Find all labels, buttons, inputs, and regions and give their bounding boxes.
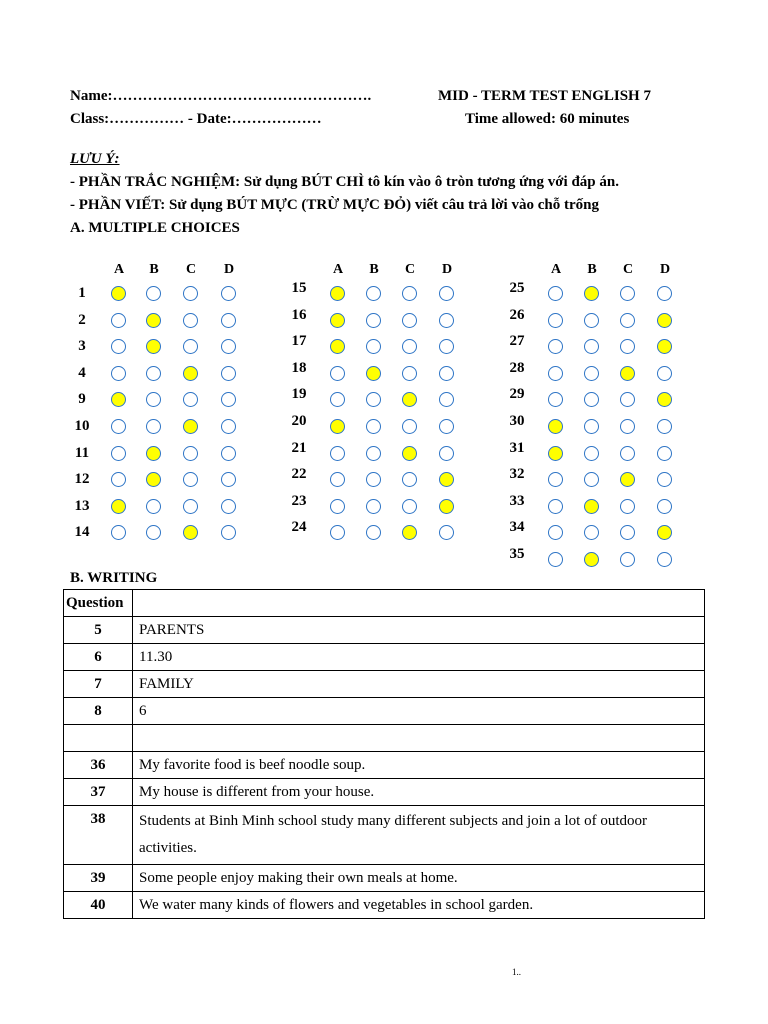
answer-bubble-q34-c[interactable]: [620, 525, 635, 540]
answer-bubble-q32-b[interactable]: [584, 472, 599, 487]
answer-bubble-q30-d[interactable]: [657, 419, 672, 434]
answer-bubble-q9-a[interactable]: [111, 392, 126, 407]
question-number: 19: [291, 386, 307, 403]
answer-bubble-q13-d[interactable]: [221, 499, 236, 514]
answer-cell[interactable]: My favorite food is beef noodle soup.: [133, 752, 705, 779]
answer-cell[interactable]: 11.30: [133, 644, 705, 671]
question-number: 12: [74, 471, 90, 488]
question-number: 30: [509, 413, 525, 429]
answer-bubble-q4-c[interactable]: [183, 366, 198, 381]
answer-bubble-q16-b[interactable]: [366, 313, 381, 328]
answer-bubble-q29-c[interactable]: [620, 392, 635, 407]
answer-bubble-q34-d[interactable]: [657, 525, 672, 540]
answer-bubble-q29-b[interactable]: [584, 392, 599, 407]
answer-bubble-q31-b[interactable]: [584, 446, 599, 461]
question-number: 2: [78, 311, 86, 328]
table-row: [64, 617, 705, 644]
section-a-title: A. MULTIPLE CHOICES: [70, 220, 240, 236]
answer-bubble-q23-c[interactable]: [402, 499, 417, 514]
answer-bubble-q26-c[interactable]: [620, 313, 635, 328]
answer-bubble-q35-d[interactable]: [657, 552, 672, 567]
answer-bubble-q4-b[interactable]: [146, 366, 161, 381]
option-header-c: C: [622, 262, 634, 277]
answer-bubble-q19-d[interactable]: [439, 392, 454, 407]
answer-bubble-q18-b[interactable]: [366, 366, 381, 381]
option-header-a: A: [113, 262, 125, 277]
answer-bubble-q21-a[interactable]: [330, 446, 345, 461]
answer-bubble-q15-b[interactable]: [366, 286, 381, 301]
option-header-d: D: [659, 262, 671, 277]
table-row: [64, 752, 705, 779]
table-row: [64, 725, 705, 752]
answer-bubble-q18-d[interactable]: [439, 366, 454, 381]
option-header-a: A: [550, 262, 562, 277]
answer-cell[interactable]: FAMILY: [133, 671, 705, 698]
time-allowed: Time allowed: 60 minutes: [465, 111, 630, 127]
question-number: 18: [291, 359, 307, 376]
answer-bubble-q20-d[interactable]: [439, 419, 454, 434]
table-row: [64, 806, 705, 865]
answer-bubble-q2-d[interactable]: [221, 313, 236, 328]
answer-bubble-q35-a[interactable]: [548, 552, 563, 567]
question-number: 22: [291, 466, 307, 483]
table-row: [64, 779, 705, 806]
question-cell: 5: [64, 617, 133, 644]
answer-bubble-q26-b[interactable]: [584, 313, 599, 328]
table-row: [64, 698, 705, 725]
table-row: [64, 644, 705, 671]
answer-bubble-q30-c[interactable]: [620, 419, 635, 434]
answer-bubble-q22-b[interactable]: [366, 472, 381, 487]
question-number: 17: [291, 333, 307, 350]
name-field-label: Name:…………………………………………….: [70, 88, 372, 104]
answer-bubble-q2-c[interactable]: [183, 313, 198, 328]
answer-bubble-q1-a[interactable]: [111, 286, 126, 301]
question-number: 10: [74, 418, 90, 434]
answer-bubble-q10-c[interactable]: [183, 419, 198, 434]
answer-bubble-q14-c[interactable]: [183, 525, 198, 540]
option-header-a: A: [332, 262, 344, 277]
question-number: 26: [509, 306, 525, 323]
notes-heading: LƯU Ý:: [70, 151, 120, 167]
answer-bubble-q17-d[interactable]: [439, 339, 454, 354]
table-row: [64, 671, 705, 698]
question-cell: 7: [64, 671, 133, 698]
answer-bubble-q27-c[interactable]: [620, 339, 635, 354]
answer-bubble-q11-d[interactable]: [221, 446, 236, 461]
answer-bubble-q12-a[interactable]: [111, 472, 126, 487]
question-number: 1: [78, 285, 86, 301]
question-cell: 38: [64, 806, 133, 865]
answer-bubble-q14-b[interactable]: [146, 525, 161, 540]
answer-bubble-q13-b[interactable]: [146, 499, 161, 514]
answer-bubble-q21-b[interactable]: [366, 446, 381, 461]
answer-bubble-q16-c[interactable]: [402, 313, 417, 328]
answer-cell[interactable]: Students at Binh Minh school study many different subjects and join a lot of outdoor activities.: [133, 806, 705, 865]
answer-bubble-q19-b[interactable]: [366, 392, 381, 407]
answer-bubble-q26-d[interactable]: [657, 313, 672, 328]
table-row: [64, 865, 705, 892]
answer-bubble-q32-c[interactable]: [620, 472, 635, 487]
question-number: 32: [509, 466, 525, 483]
question-number: 24: [291, 519, 307, 536]
option-header-b: B: [369, 262, 379, 277]
answer-bubble-q18-a[interactable]: [330, 366, 345, 381]
answer-bubble-q3-a[interactable]: [111, 339, 126, 354]
question-number: 25: [509, 280, 525, 296]
answer-bubble-q9-d[interactable]: [221, 392, 236, 407]
question-cell: 40: [64, 892, 133, 919]
answer-bubble-q14-d[interactable]: [221, 525, 236, 540]
question-number: 31: [509, 439, 525, 456]
table-header-row: [64, 590, 705, 617]
option-header-c: C: [404, 262, 416, 277]
answer-column-header: [133, 590, 705, 617]
question-number: 23: [291, 492, 307, 509]
answer-bubble-q23-d[interactable]: [439, 499, 454, 514]
answer-bubble-q4-a[interactable]: [111, 366, 126, 381]
answer-bubble-q35-b[interactable]: [584, 552, 599, 567]
answer-bubble-q15-d[interactable]: [439, 286, 454, 301]
answer-bubble-q1-c[interactable]: [183, 286, 198, 301]
answer-bubble-q31-c[interactable]: [620, 446, 635, 461]
answer-bubble-q31-a[interactable]: [548, 446, 563, 461]
answer-bubble-q32-d[interactable]: [657, 472, 672, 487]
answer-bubble-q24-d[interactable]: [439, 525, 454, 540]
question-number: 13: [74, 497, 90, 514]
answer-bubble-q16-d[interactable]: [439, 313, 454, 328]
answer-bubble-q21-d[interactable]: [439, 446, 454, 461]
answer-bubble-q28-b[interactable]: [584, 366, 599, 381]
answer-bubble-q33-d[interactable]: [657, 499, 672, 514]
answer-cell[interactable]: 6: [133, 698, 705, 725]
answer-bubble-q29-a[interactable]: [548, 392, 563, 407]
answer-bubble-q24-b[interactable]: [366, 525, 381, 540]
question-number: 3: [78, 338, 86, 355]
question-cell: 39: [64, 865, 133, 892]
answer-bubble-q18-c[interactable]: [402, 366, 417, 381]
question-number: 4: [78, 364, 86, 381]
option-header-b: B: [587, 262, 597, 277]
answer-cell[interactable]: PARENTS: [133, 617, 705, 644]
answer-bubble-q20-b[interactable]: [366, 419, 381, 434]
answer-bubble-q21-c[interactable]: [402, 446, 417, 461]
answer-bubble-q15-a[interactable]: [330, 286, 345, 301]
answer-bubble-q10-b[interactable]: [146, 419, 161, 434]
answer-bubble-q29-d[interactable]: [657, 392, 672, 407]
answer-bubble-q17-c[interactable]: [402, 339, 417, 354]
answer-bubble-q25-b[interactable]: [584, 286, 599, 301]
answer-bubble-q10-a[interactable]: [111, 419, 126, 434]
option-header-b: B: [149, 262, 159, 277]
answer-bubble-q22-a[interactable]: [330, 472, 345, 487]
answer-bubble-q3-b[interactable]: [146, 339, 161, 354]
question-number: 15: [291, 280, 307, 296]
answer-bubble-q17-a[interactable]: [330, 339, 345, 354]
answer-bubble-q33-a[interactable]: [548, 499, 563, 514]
answer-bubble-q23-a[interactable]: [330, 499, 345, 514]
answer-bubble-q35-c[interactable]: [620, 552, 635, 567]
answer-bubble-q1-d[interactable]: [221, 286, 236, 301]
answer-bubble-q2-a[interactable]: [111, 313, 126, 328]
answer-bubble-q16-a[interactable]: [330, 313, 345, 328]
answer-bubble-q30-a[interactable]: [548, 419, 563, 434]
answer-bubble-q34-a[interactable]: [548, 525, 563, 540]
question-number: 27: [509, 333, 525, 350]
answer-bubble-q20-c[interactable]: [402, 419, 417, 434]
answer-bubble-q25-d[interactable]: [657, 286, 672, 301]
answer-bubble-q2-b[interactable]: [146, 313, 161, 328]
answer-bubble-q19-c[interactable]: [402, 392, 417, 407]
answer-bubble-q33-b[interactable]: [584, 499, 599, 514]
answer-bubble-q3-d[interactable]: [221, 339, 236, 354]
answer-cell[interactable]: We water many kinds of flowers and vegetables in school garden.: [133, 892, 705, 919]
page-number: 1..: [512, 967, 521, 977]
option-header-c: C: [185, 262, 197, 277]
notes-line-multiple-choice: - PHẦN TRẮC NGHIỆM: Sử dụng BÚT CHÌ tô kín vào ô tròn tương ứng với đáp án.: [70, 174, 619, 190]
question-number: 28: [509, 359, 525, 376]
answer-bubble-q11-b[interactable]: [146, 446, 161, 461]
answer-bubble-q12-d[interactable]: [221, 472, 236, 487]
answer-bubble-q30-b[interactable]: [584, 419, 599, 434]
question-cell: 37: [64, 779, 133, 806]
answer-bubble-q34-b[interactable]: [584, 525, 599, 540]
question-number: 20: [291, 413, 307, 429]
notes-line-writing: - PHẦN VIẾT: Sử dụng BÚT MỰC (TRỪ MỰC ĐỎ) viết câu trả lời vào chỗ trống: [70, 197, 599, 213]
answer-bubble-q3-c[interactable]: [183, 339, 198, 354]
question-number: 16: [291, 306, 307, 323]
writing-answer-table: [63, 589, 705, 919]
answer-bubble-q14-a[interactable]: [111, 525, 126, 540]
answer-bubble-q24-a[interactable]: [330, 525, 345, 540]
answer-bubble-q17-b[interactable]: [366, 339, 381, 354]
answer-bubble-q12-c[interactable]: [183, 472, 198, 487]
answer-cell[interactable]: Some people enjoy making their own meals at home.: [133, 865, 705, 892]
question-number: 11: [74, 444, 90, 461]
answer-bubble-q25-c[interactable]: [620, 286, 635, 301]
question-cell: 36: [64, 752, 133, 779]
answer-bubble-q13-a[interactable]: [111, 499, 126, 514]
answer-bubble-q9-c[interactable]: [183, 392, 198, 407]
answer-bubble-q1-b[interactable]: [146, 286, 161, 301]
answer-bubble-q28-d[interactable]: [657, 366, 672, 381]
question-column-header: Question: [64, 590, 133, 617]
option-header-d: D: [441, 262, 453, 277]
answer-cell[interactable]: My house is different from your house.: [133, 779, 705, 806]
question-number: 21: [291, 439, 307, 456]
answer-bubble-q11-c[interactable]: [183, 446, 198, 461]
class-date-field-label: Class:…………… - Date:………………: [70, 111, 322, 127]
answer-bubble-q13-c[interactable]: [183, 499, 198, 514]
answer-cell[interactable]: [133, 725, 705, 752]
question-cell: 8: [64, 698, 133, 725]
answer-bubble-q28-c[interactable]: [620, 366, 635, 381]
answer-bubble-q25-a[interactable]: [548, 286, 563, 301]
answer-bubble-q27-b[interactable]: [584, 339, 599, 354]
answer-bubble-q32-a[interactable]: [548, 472, 563, 487]
answer-bubble-q12-b[interactable]: [146, 472, 161, 487]
answer-bubble-q9-b[interactable]: [146, 392, 161, 407]
answer-bubble-q22-d[interactable]: [439, 472, 454, 487]
question-cell: 6: [64, 644, 133, 671]
answer-bubble-q33-c[interactable]: [620, 499, 635, 514]
answer-bubble-q27-a[interactable]: [548, 339, 563, 354]
answer-bubble-q26-a[interactable]: [548, 313, 563, 328]
answer-bubble-q23-b[interactable]: [366, 499, 381, 514]
answer-bubble-q24-c[interactable]: [402, 525, 417, 540]
answer-bubble-q31-d[interactable]: [657, 446, 672, 461]
option-header-d: D: [223, 262, 235, 277]
answer-bubble-q27-d[interactable]: [657, 339, 672, 354]
question-number: 35: [509, 546, 525, 562]
answer-bubble-q19-a[interactable]: [330, 392, 345, 407]
answer-bubble-q20-a[interactable]: [330, 419, 345, 434]
answer-bubble-q11-a[interactable]: [111, 446, 126, 461]
table-row: [64, 892, 705, 919]
answer-bubble-q10-d[interactable]: [221, 419, 236, 434]
answer-bubble-q15-c[interactable]: [402, 286, 417, 301]
answer-bubble-q4-d[interactable]: [221, 366, 236, 381]
question-number: 9: [78, 391, 86, 408]
question-number: 14: [74, 524, 90, 541]
section-b-title: B. WRITING: [70, 570, 158, 586]
answer-bubble-q22-c[interactable]: [402, 472, 417, 487]
question-number: 33: [509, 492, 525, 509]
question-cell: [64, 725, 133, 752]
test-title: MID - TERM TEST ENGLISH 7: [438, 88, 651, 104]
question-number: 29: [509, 386, 525, 403]
question-number: 34: [509, 519, 525, 536]
answer-bubble-q28-a[interactable]: [548, 366, 563, 381]
